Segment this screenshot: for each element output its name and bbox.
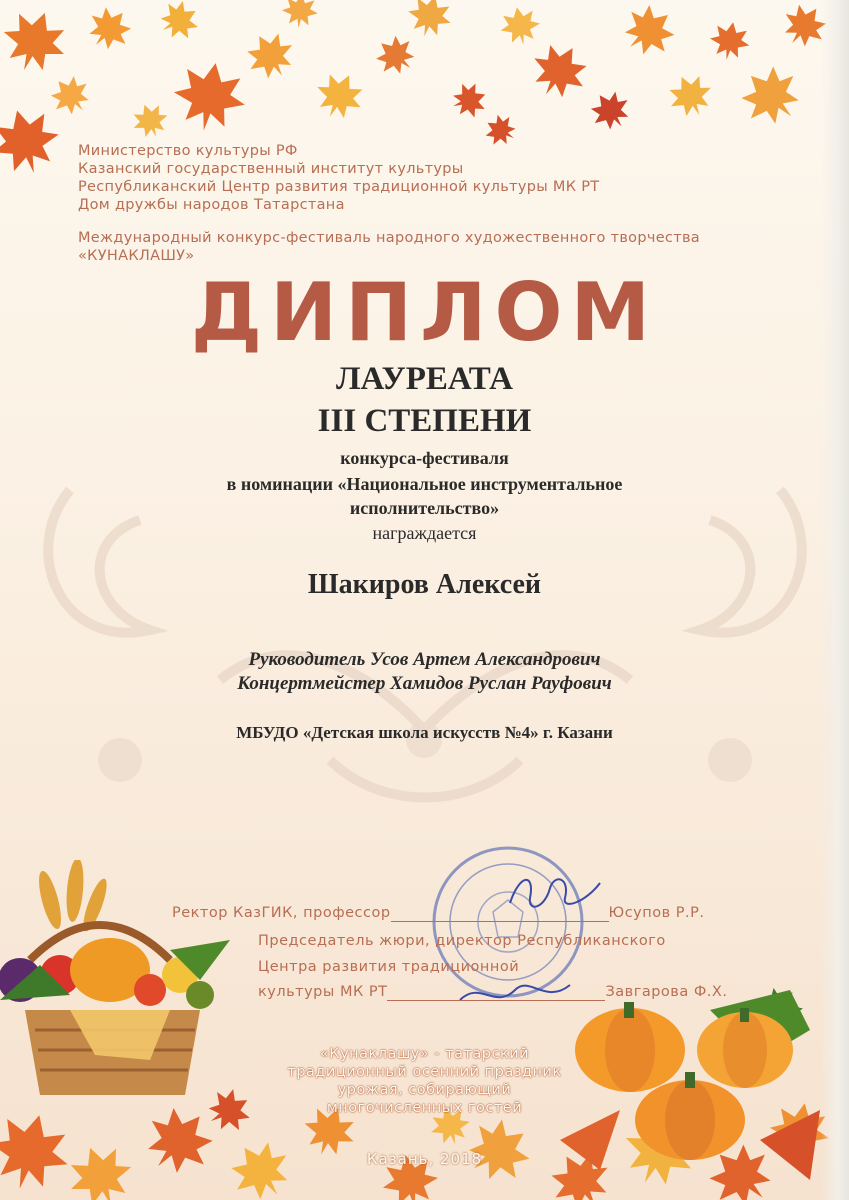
organizers-list bbox=[78, 142, 599, 214]
organizer-line: Республиканский Центр развития традиционной культуры МК РТ bbox=[78, 179, 600, 195]
contest-line: Международный конкурс-фестиваль народного художественного творчества bbox=[78, 230, 700, 246]
organizer-line: Дом дружбы народов Татарстана bbox=[78, 197, 345, 213]
festival-text: конкурса-фестиваля bbox=[340, 448, 509, 468]
rector-title: Ректор КазГИК, профессор bbox=[172, 905, 391, 921]
supervisor-text: Руководитель Усов Артем Александрович bbox=[248, 649, 601, 670]
rector-signature-line bbox=[172, 904, 704, 922]
rector-name: Юсупов Р.Р. bbox=[608, 905, 705, 921]
accompanist-text: Концертмейстер Хамидов Руслан Рауфович bbox=[237, 673, 612, 694]
jury-signature-line bbox=[258, 983, 727, 1001]
slogan-line: традиционный осенний праздник bbox=[287, 1064, 562, 1080]
diploma-title: ДИПЛОМ bbox=[190, 266, 659, 359]
organizer-line: Министерство культуры РФ bbox=[78, 143, 298, 159]
festival-slogan bbox=[0, 1045, 849, 1117]
signature-underline bbox=[387, 1000, 605, 1001]
nomination-line: в номинации «Национальное инструментальное bbox=[226, 474, 623, 494]
jury-name: Завгарова Ф.Х. bbox=[605, 984, 728, 1000]
contest-name bbox=[78, 229, 700, 265]
organizer-line: Казанский государственный институт культуры bbox=[78, 161, 464, 177]
slogan-line: многочисленных гостей bbox=[326, 1100, 523, 1116]
slogan-line: урожая, собирающий bbox=[337, 1082, 512, 1098]
degree-heading: III СТЕПЕНИ bbox=[317, 403, 532, 439]
jury-title-line3: культуры МК РТ bbox=[258, 984, 388, 1000]
school-text: МБУДО «Детская школа искусств №4» г. Казани bbox=[236, 723, 613, 742]
contest-line: «КУНАКЛАШУ» bbox=[78, 248, 195, 264]
signature-underline bbox=[391, 921, 609, 922]
jury-title-line1: Председатель жюри, директор Республиканского bbox=[258, 933, 666, 949]
nomination-text bbox=[0, 472, 849, 520]
awarded-text: награждается bbox=[372, 523, 477, 543]
recipient-name: Шакиров Алексей bbox=[307, 569, 542, 600]
laureate-heading: ЛАУРЕАТА bbox=[335, 361, 514, 397]
jury-title-line2: Центра развития традиционной bbox=[258, 959, 520, 975]
slogan-line: «Кунаклашу» - татарский bbox=[319, 1046, 530, 1062]
nomination-line: исполнительство» bbox=[349, 498, 500, 518]
city-year: Казань, 2018 bbox=[366, 1150, 483, 1168]
